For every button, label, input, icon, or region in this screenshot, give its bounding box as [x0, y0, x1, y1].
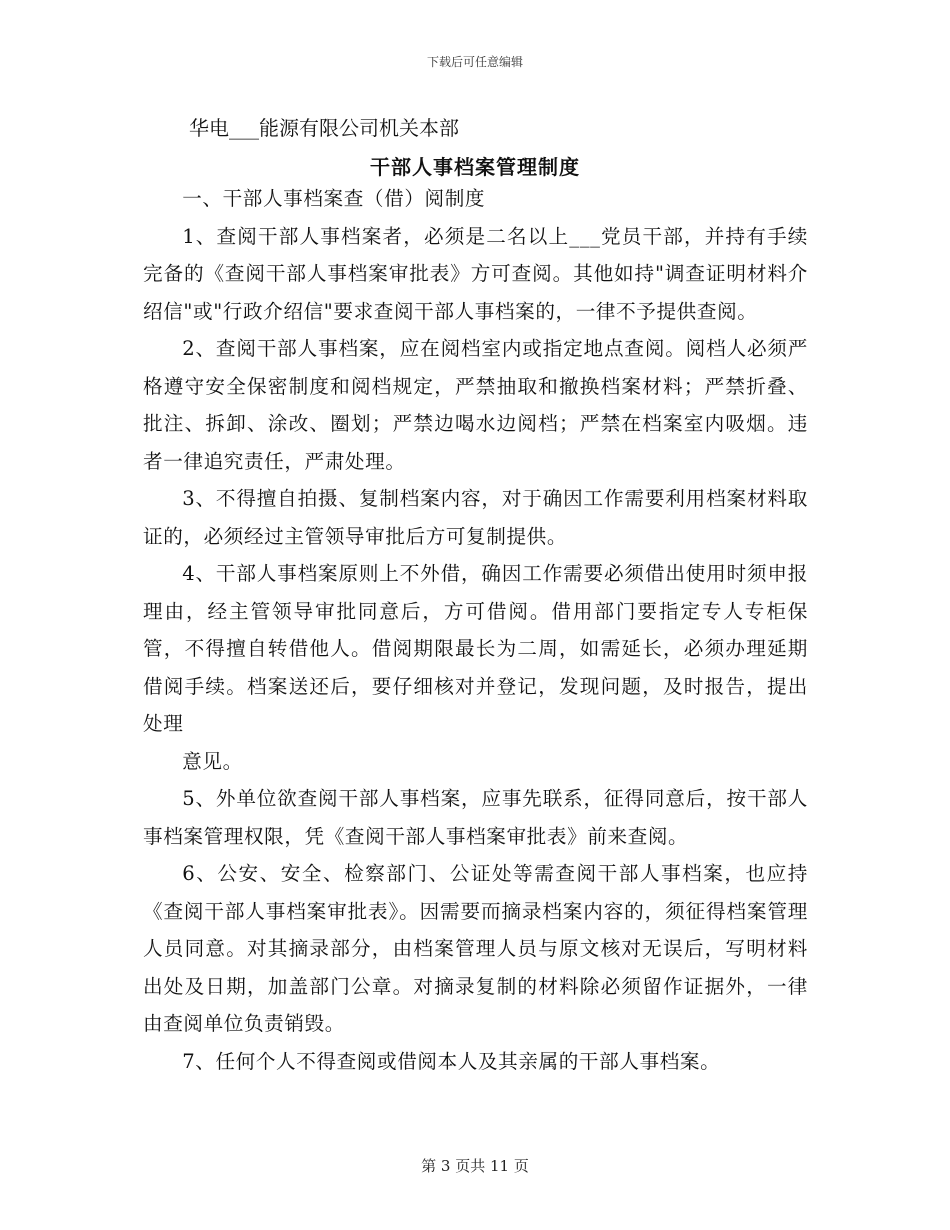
page-footer: 第 3 页共 11 页 — [421, 1157, 529, 1175]
paragraph: 4、干部人事档案原则上不外借，确因工作需要必须借出使用时须申报理由，经主管领导审批同意后，方可借阅。借用部门要指定专人专柜保管，不得擅自转借他人。借阅期限最长为二周，如需延长，必须办理延期借阅手续。档案送还后，要仔细核对并登记，发现问题，及时报告，提出处理 — [143, 562, 808, 735]
document-title: 干部人事档案管理制度 — [370, 155, 580, 179]
paragraph: 3、不得擅自拍摄、复制档案内容，对于确因工作需要利用档案材料取证的，必须经过主管领导审批后方可复制提供。 — [143, 487, 808, 548]
document-body — [143, 180, 808, 1080]
paragraph: 1、查阅干部人事档案者，必须是二名以上___党员干部，并持有手续完备的《查阅干部人事档案审批表》方可查阅。其他如持"调查证明材料介绍信"或"行政介绍信"要求查阅干部人事档案的，一律不予提供查阅。 — [143, 224, 808, 323]
paragraph: 意见。 — [182, 749, 243, 773]
paragraph: 5、外单位欲查阅干部人事档案，应事先联系，征得同意后，按干部人事档案管理权限，凭《查阅干部人事档案审批表》前来查阅。 — [143, 787, 808, 848]
paragraph: 7、任何个人不得查阅或借阅本人及其亲属的干部人事档案。 — [182, 1049, 721, 1073]
paragraph: 6、公安、安全、检察部门、公证处等需查阅干部人事档案，也应持《查阅干部人事档案审批表》。因需要而摘录档案内容的，须征得档案管理人员同意。对其摘录部分，由档案管理人员与原文核对无误后，写明材料出处及日期，加盖部门公章。对摘录复制的材料除必须留作证据外，一律由查阅单位负责销毁。 — [143, 862, 808, 1035]
paragraph: 2、查阅干部人事档案，应在阅档室内或指定地点查阅。阅档人必须严格遵守安全保密制度和阅档规定，严禁抽取和撤换档案材料；严禁折叠、批注、拆卸、涂改、圈划；严禁边喝水边阅档；严禁在档案室内吸烟。违者一律追究责任，严肃处理。 — [143, 337, 808, 473]
page-header: 下载后可任意编辑 — [426, 55, 523, 69]
organization-line: 华电___能源有限公司机关本部 — [189, 116, 459, 140]
section-heading: 一、干部人事档案查（借）阅制度 — [182, 187, 486, 210]
